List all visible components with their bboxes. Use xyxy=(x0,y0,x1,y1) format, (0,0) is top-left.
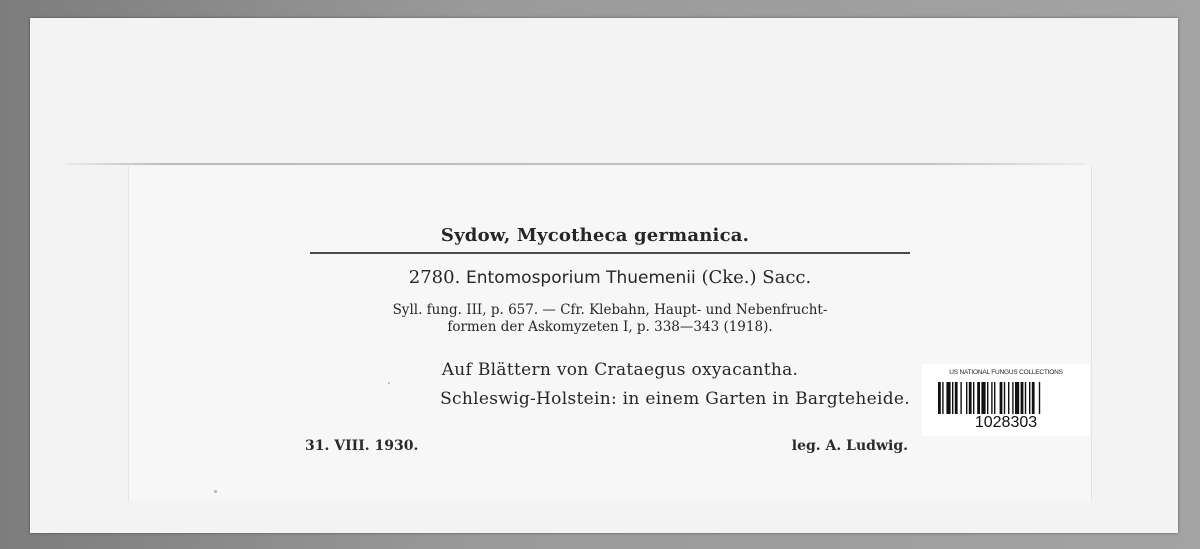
reference-line-1: Syll. fung. III, p. 657. — Cfr. Klebahn, Haupt- und Nebenfrucht- xyxy=(392,302,828,318)
species-line xyxy=(310,267,910,288)
title-underline xyxy=(310,252,910,254)
collector-name: leg. A. Ludwig. xyxy=(791,438,908,454)
barcode-label xyxy=(922,364,1090,436)
reference-line-2: formen der Askomyzeten I, p. 338—343 (1918). xyxy=(447,319,773,335)
host-line: Auf Blättern von Crataegus oxyacantha. xyxy=(441,360,799,380)
locality-line: Schleswig-Holstein: in einem Garten in Bargteheide. xyxy=(440,389,910,409)
exsiccata-number: 2780. xyxy=(408,267,461,288)
collection-date: 31. VIII. 1930. xyxy=(305,438,419,454)
species-authority: (Cke.) Sacc. xyxy=(701,267,812,288)
species-name: Entomosporium Thuemenii xyxy=(466,268,696,288)
series-title: Sydow, Mycotheca germanica. xyxy=(440,225,750,246)
paper-speck xyxy=(388,382,390,384)
paper-speck xyxy=(214,490,217,493)
barcode-header: US NATIONAL FUNGUS COLLECTIONS xyxy=(949,369,1063,376)
barcode-number: 1028303 xyxy=(974,414,1038,431)
barcode-icon xyxy=(938,382,1078,414)
fold-crease xyxy=(65,163,1085,165)
